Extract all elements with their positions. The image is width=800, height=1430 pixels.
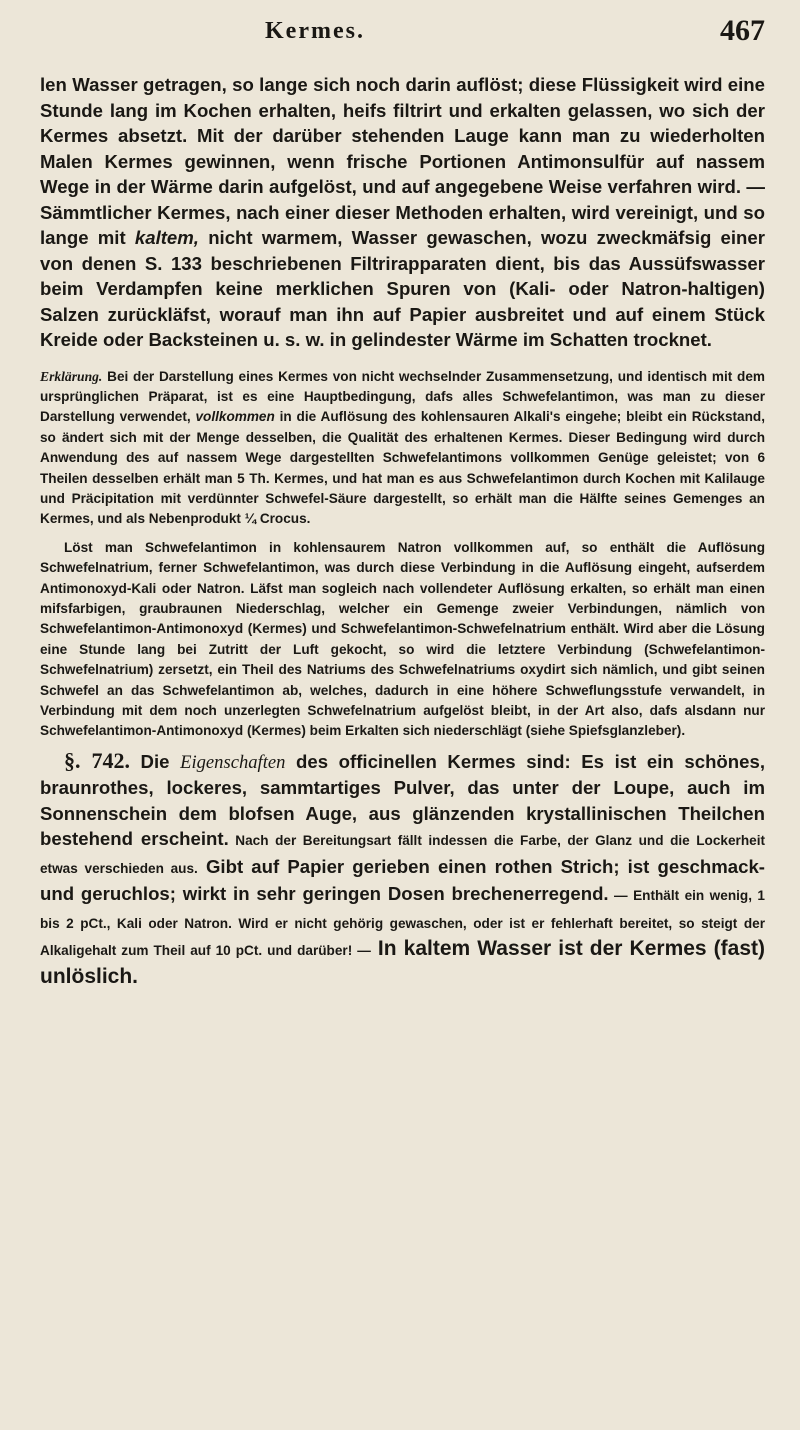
paragraph-text: Bei der Darstellung eines Kermes von nicht wechselnder Zusammensetzung, und identisch mit dem ursprünglichen Präparat, ist es eine Hauptbedingung, dafs alles Schwefelantimon, was man zu dieser Darstellung verwendet, <box>40 368 765 425</box>
running-title: Kermes. <box>265 18 365 44</box>
paragraph-preparation <box>40 72 765 353</box>
book-page <box>40 14 765 989</box>
paragraph-properties <box>40 748 765 990</box>
emphasis-vollkommen: vollkommen <box>195 409 275 425</box>
final-statement: In kaltem Wasser ist der Kermes (fast) unlöslich. <box>40 937 765 988</box>
emphasis-kaltem: kaltem, <box>134 227 199 248</box>
page-header <box>40 14 765 72</box>
explanation-label: Erklärung. <box>40 368 103 384</box>
paragraph-explanation <box>40 367 765 530</box>
section-title: Eigenschaften <box>180 751 286 773</box>
paragraph-text: len Wasser getragen, so lange sich noch darin auflöst; diese Flüssigkeit wird eine Stunde lang im Kochen erhalten, heifs filtrirt und erkalten gelassen, wo sich der Kermes absetzt. Mit der darüber stehenden Lauge kann man zu wiederholten Malen Kermes gewinnen, wenn frische Portionen Antimonsulfür auf nassem Wege in der Wärme darin aufgelöst, und auf angegebene Weise verfahren wird. — Sämmtlicher Kermes, nach einer dieser Methoden erhalten, wird vereinigt, und so lange mit <box>40 74 765 248</box>
paragraph-text: Löst man Schwefelantimon in kohlensaurem Natron vollkommen auf, so enthält die Auflösung Schwefelnatrium, ferner Schwefelantimon, was durch diese Verbindung in die Auflösung eingeht, aufserdem Antimonoxyd-Kali oder Natron. Läfst man sogleich nach vollendeter Auflösung erkalten, so erhält man einen mifsfarbigen, graubraunen Niederschlag, welcher ein Gemenge zweier Verbindungen, nämlich von Schwefelantimon-Antimonoxyd (Kermes) und Schwefelantimon-Schwefelnatrium enthält. Wird aber die Lösung eine Stunde lang bei Zutritt der Luft gekocht, so wird die letztere Verbindung (Schwefelantimon-Schwefelnatrium) zersetzt, ein Theil des Natriums des Schwefelnatriums oxydirt sich nämlich, und gibt seinen Schwefel an das Schwefelantimon ab, welches, dadurch in eine höhere Schweflungsstufe verwandelt, in Verbindung mit dem noch unzerlegten Schwefelnatrium aufgelöst bleibt, in der Art also, dafs alsdann nur Schwefelantimon-Antimonoxyd (Kermes) beim Erkalten sich niederschlägt (siehe Spiefsglanzleber). <box>40 539 765 739</box>
paragraph-natron-process <box>40 538 765 742</box>
paragraph-text: in die Auflösung des kohlensauren Alkali's eingehe; bleibt ein Rückstand, so ändert sich mit der Menge desselben, die Qualität des erhaltenen Kermes. Dieser Bedingung wird durch Anwendung des auf nassem Wege dargestellten Schwefelantimons vollkommen Genüge geleistet; von 6 Theilen desselben erhält man 5 Th. Kermes, und hat man es aus Schwefelantimon durch Kochen mit Kalilauge und Präcipitation mit verdünnter Schwefel-Säure dargestellt, so erhält man die Hälfte seines Gemenges an Kermes, und als Nebenprodukt ¼ Crocus. <box>40 409 765 527</box>
paragraph-text: Gibt auf Papier gerieben einen rothen Strich; ist geschmack- und geruchlos; wirkt in sehr geringen Dosen brechenerregend. <box>40 855 765 905</box>
paragraph-text: des officinellen Kermes sind: Es ist ein schönes, braunrothes, lockeres, sammtartiges Pulver, das unter der Loupe, auch im Sonnenschein dem blofsen Auge, aus glänzenden krystallinischen Theilchen bestehend erscheint. <box>40 750 765 850</box>
page-number: 467 <box>720 14 765 47</box>
small-print-note: — Enthält ein wenig, 1 bis 2 pCt., Kali oder Natron. Wird er nicht gehörig gewaschen, oder ist er fehlerhaft bereitet, so steigt der Alkaligehalt zum Theil auf 10 pCt. und darüber! — <box>40 888 765 959</box>
section-number: §. 742. <box>64 747 130 773</box>
paragraph-text: nicht warmem, Wasser gewaschen, wozu zweckmäfsig einer von denen S. 133 beschriebenen Filtrirapparaten dient, bis das Aussüfswasser beim Verdampfen keine merklichen Spuren von (Kali- oder Natron-haltigen) Salzen zurückläfst, worauf man ihn auf Papier ausbreitet und auf einem Stück Kreide oder Backsteinen u. s. w. in gelindester Wärme im Schatten trocknet. <box>40 227 765 350</box>
small-print-note: Nach der Bereitungsart fällt indessen die Farbe, der Glanz und die Lockerheit etwas verschieden aus. <box>40 833 765 876</box>
paragraph-text: Die <box>129 750 181 772</box>
